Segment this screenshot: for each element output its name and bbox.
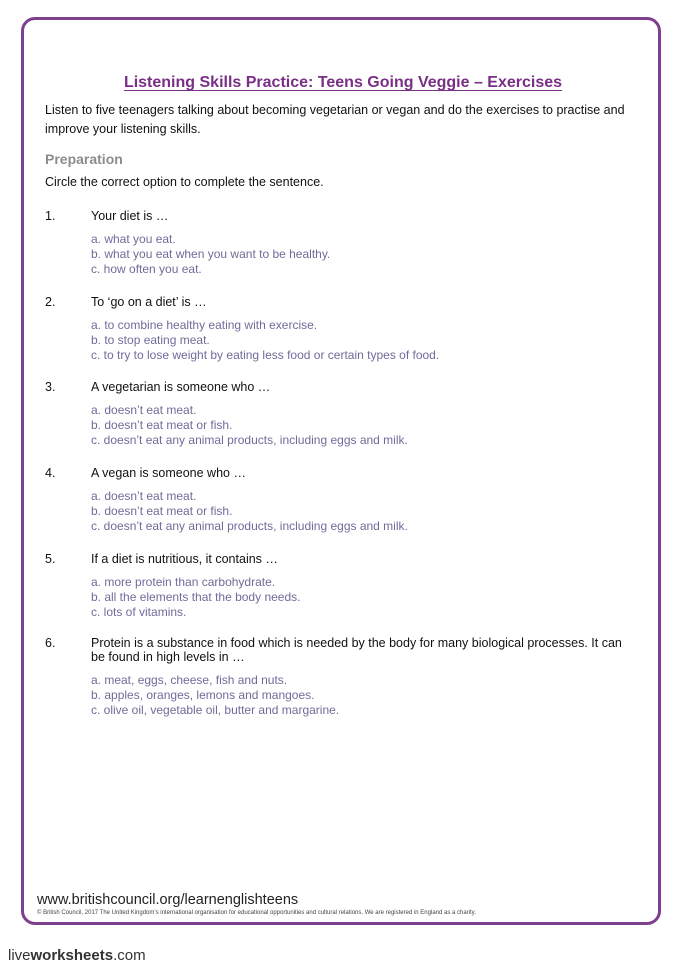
brand-bold: worksheets [30, 947, 114, 964]
option-a[interactable]: a. to combine healthy eating with exercise. [91, 318, 318, 332]
option-a[interactable]: a. more protein than carbohydrate. [91, 575, 276, 589]
question-6 [45, 636, 635, 718]
option-a[interactable]: a. what you eat. [91, 232, 176, 246]
question-text: Protein is a substance in food which is needed by the body for many biological processes. It can be found in high levels in … [91, 636, 622, 664]
question-2 [45, 295, 635, 363]
options-list [91, 318, 635, 363]
options-list [91, 403, 635, 448]
liveworksheets-logo [8, 947, 146, 964]
question-text: Your diet is … [91, 209, 169, 223]
page-title: Listening Skills Practice: Teens Going Veggie – Exercises [123, 74, 563, 91]
options-list [91, 673, 635, 718]
question-text: If a diet is nutritious, it contains … [91, 552, 278, 566]
question-number: 3. [45, 380, 56, 394]
footer-copyright: © British Council, 2017 The United Kingdom’s international organisation for educational opportunities and cultural relations. We are registered in England as a charity. [37, 910, 476, 916]
option-c[interactable]: c. to try to lose weight by eating less food or certain types of food. [91, 348, 440, 362]
question-text: A vegetarian is someone who … [91, 380, 271, 394]
preparation-instruction: Circle the correct option to complete the sentence. [45, 175, 324, 189]
footer-url: www.britishcouncil.org/learnenglishteens [37, 892, 299, 908]
option-b[interactable]: b. doesn’t eat meat or fish. [91, 504, 233, 518]
question-number: 2. [45, 295, 56, 309]
options-list [91, 232, 635, 277]
intro-text: Listen to five teenagers talking about becoming vegetarian or vegan and do the exercises to practise and improve your listening skills. [45, 103, 625, 136]
options-list [91, 489, 635, 534]
brand-suffix: .com [113, 947, 146, 964]
question-number: 4. [45, 466, 56, 480]
option-a[interactable]: a. meat, eggs, cheese, fish and nuts. [91, 673, 288, 687]
question-number: 1. [45, 209, 56, 223]
option-c[interactable]: c. lots of vitamins. [91, 605, 187, 619]
question-number: 6. [45, 636, 56, 650]
question-4 [45, 466, 635, 534]
option-c[interactable]: c. doesn’t eat any animal products, including eggs and milk. [91, 433, 408, 447]
option-b[interactable]: b. apples, oranges, lemons and mangoes. [91, 688, 315, 702]
brand-prefix: live [8, 947, 31, 964]
question-number: 5. [45, 552, 56, 566]
question-text: To ‘go on a diet’ is … [91, 295, 207, 309]
option-a[interactable]: a. doesn’t eat meat. [91, 489, 197, 503]
preparation-heading: Preparation [45, 151, 123, 167]
question-1 [45, 209, 635, 277]
options-list [91, 575, 635, 620]
option-c[interactable]: c. doesn’t eat any animal products, including eggs and milk. [91, 519, 408, 533]
option-c[interactable]: c. how often you eat. [91, 262, 202, 276]
option-b[interactable]: b. to stop eating meat. [91, 333, 210, 347]
question-3 [45, 380, 635, 448]
option-b[interactable]: b. doesn’t eat meat or fish. [91, 418, 233, 432]
option-b[interactable]: b. all the elements that the body needs. [91, 590, 301, 604]
option-a[interactable]: a. doesn’t eat meat. [91, 403, 197, 417]
question-5 [45, 552, 635, 620]
option-b[interactable]: b. what you eat when you want to be healthy. [91, 247, 331, 261]
option-c[interactable]: c. olive oil, vegetable oil, butter and margarine. [91, 703, 340, 717]
question-text: A vegan is someone who … [91, 466, 246, 480]
